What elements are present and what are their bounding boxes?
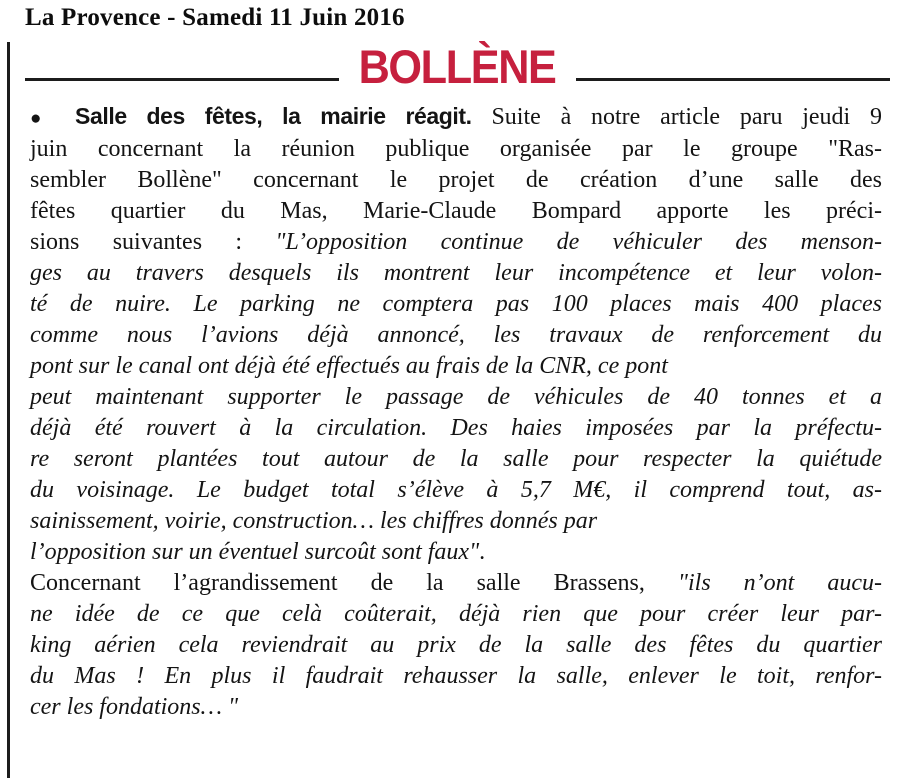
article-line bbox=[30, 351, 882, 382]
article-text-segment-italic: ne idée de ce que celà coûterait, déjà rien que pour créer leur par- bbox=[30, 601, 882, 627]
article-text-segment-italic: cer les fondations… " bbox=[30, 694, 239, 720]
section-title: BOLLÈNE bbox=[359, 40, 556, 94]
masthead-date-line: La Provence - Samedi 11 Juin 2016 bbox=[25, 4, 405, 31]
article-text-segment-roman: fêtes quartier du Mas, Marie-Claude Bompard apporte les préci- bbox=[30, 198, 882, 224]
article-line bbox=[30, 227, 882, 258]
article-line bbox=[30, 444, 882, 475]
article-body bbox=[30, 101, 882, 723]
article-line bbox=[30, 568, 882, 599]
left-vertical-rule bbox=[7, 42, 10, 778]
article-line bbox=[30, 630, 882, 661]
article-line bbox=[30, 506, 882, 537]
article-text-segment-italic: comme nous l’avions déjà annoncé, les travaux de renforcement du bbox=[30, 322, 882, 348]
article-text-segment-italic: sainissement, voirie, construction… les chiffres donnés par bbox=[30, 508, 598, 534]
article-text-segment-italic: "L’opposition continue de véhiculer des menson- bbox=[275, 229, 882, 255]
article-text-segment-italic: "ils n’ont aucu- bbox=[677, 570, 882, 596]
article-text-segment-italic: du voisinage. Le budget total s’élève à 5,7 M€, il comprend tout, as- bbox=[30, 477, 882, 503]
article-text-segment-italic: king aérien cela reviendrait au prix de la salle des fêtes du quartier bbox=[30, 632, 882, 658]
article-line bbox=[30, 692, 882, 723]
article-text-segment-italic: re seront plantées tout autour de la salle pour respecter la quiétude bbox=[30, 446, 882, 472]
article-line bbox=[30, 413, 882, 444]
article-text-segment-italic: déjà été rouvert à la circulation. Des haies imposées par la préfectu- bbox=[30, 415, 882, 441]
article-text-segment-roman: Concernant l’agrandissement de la salle Brassens, bbox=[30, 570, 678, 596]
article-text-segment-italic: té de nuire. Le parking ne comptera pas 100 places mais 400 places bbox=[30, 291, 882, 317]
article-line bbox=[30, 537, 882, 568]
article-text-segment-italic: peut maintenant supporter le passage de véhicules de 40 tonnes et a bbox=[30, 384, 882, 410]
article-line bbox=[30, 101, 882, 134]
article-text-segment-italic: ges au travers desquels ils montrent leur incompétence et leur volon- bbox=[30, 260, 882, 286]
article-line bbox=[30, 382, 882, 413]
article-text-segment-roman: sions suivantes : bbox=[30, 229, 276, 255]
article-line bbox=[30, 661, 882, 692]
article-text-segment-italic: l’opposition sur un éventuel surcoût sont faux" bbox=[30, 539, 480, 565]
article-line bbox=[30, 165, 882, 196]
article-text-segment-italic: du Mas ! En plus il faudrait rehausser la salle, enlever le toit, renfor- bbox=[30, 663, 882, 689]
article-text-segment-roman: juin concernant la réunion publique organisée par le groupe "Ras- bbox=[30, 136, 882, 162]
section-header bbox=[25, 34, 890, 94]
header-rule-left bbox=[25, 78, 339, 81]
article-text-segment-roman: . bbox=[479, 539, 486, 565]
article-line bbox=[30, 134, 882, 165]
header-rule-right bbox=[576, 78, 890, 81]
article-line bbox=[30, 289, 882, 320]
article-line bbox=[30, 258, 882, 289]
article-text-segment-italic: pont sur le canal ont déjà été effectués au frais de la CNR, ce pont bbox=[30, 353, 668, 379]
article-line bbox=[30, 320, 882, 351]
article-text-segment-roman: Suite à notre article paru jeudi 9 bbox=[471, 104, 883, 130]
article-text-segment-roman: sembler Bollène" concernant le projet de création d’une salle des bbox=[30, 167, 882, 193]
article-line bbox=[30, 475, 882, 506]
article-line bbox=[30, 196, 882, 227]
article-text-segment-lead: Salle des fêtes, la mairie réagit. bbox=[55, 103, 472, 129]
bullet-icon: ● bbox=[30, 108, 56, 129]
article-line bbox=[30, 599, 882, 630]
